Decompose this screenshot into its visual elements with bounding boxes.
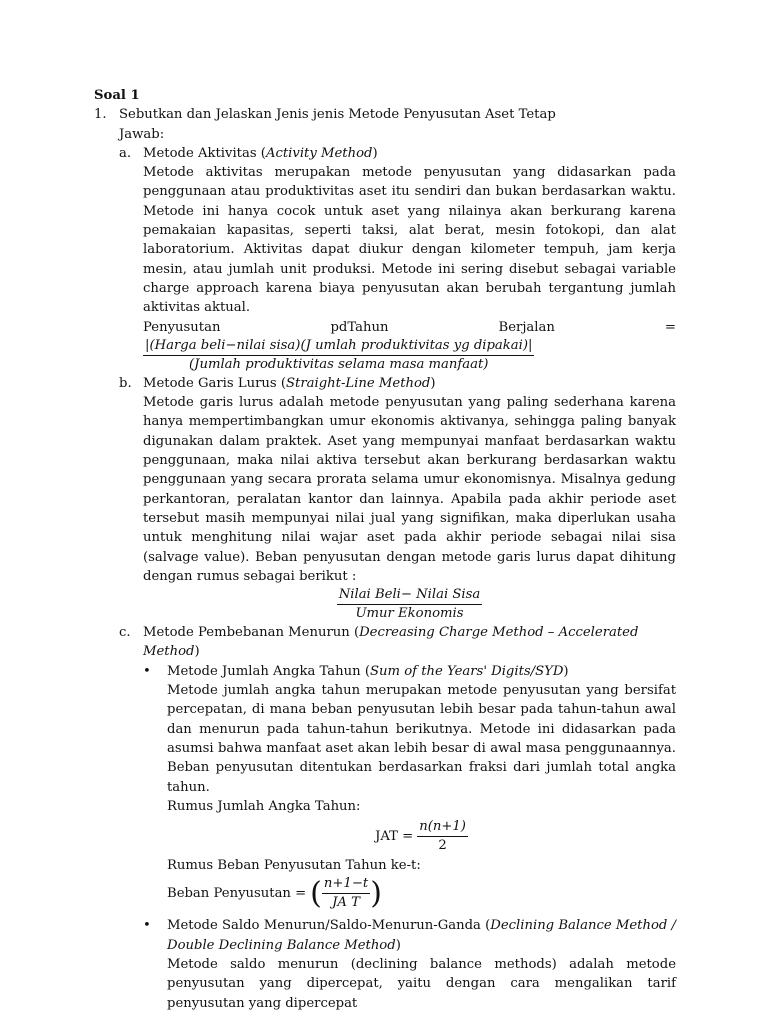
bullet-syd-title-close: ) xyxy=(563,663,569,679)
bullet-syd-body: Metode jumlah angka tahun merupakan metode penyusutan yang bersifat percepatan, di mana beban penyusutan lebih besar pada tahun-tahun awal dan menurun pada tahun-tahun berikutnya. Metode ini didasarkan pada asumsi bahwa manfaat aset akan lebih besar di awal masa penggunaannya. Beban penyusutan ditentukan berdasarkan fraksi dari jumlah total angka tahun. xyxy=(167,683,676,795)
bullet-icon: • xyxy=(143,918,151,934)
formula-straightline-denominator: Umur Ekonomis xyxy=(355,606,464,622)
paren-right: ) xyxy=(370,875,382,911)
item-a-heading xyxy=(119,144,676,163)
formula-activity-numerator: |(Harga beli−nilai sisa)(J umlah produktivitas yg dipakai)| xyxy=(143,337,534,356)
paren-left: ( xyxy=(310,875,322,911)
item-b-formula xyxy=(143,586,676,623)
rumus-jat-label: Rumus Jumlah Angka Tahun: xyxy=(167,798,361,814)
formula-straightline-fraction xyxy=(337,586,483,623)
item-b-heading xyxy=(119,374,676,393)
bullet-syd-title-text: Metode Jumlah Angka Tahun ( xyxy=(167,663,370,679)
answer-label: Jawab: xyxy=(119,126,165,142)
formula-jat-numerator: n(n+1) xyxy=(417,818,468,837)
formula-jat-fraction xyxy=(417,818,468,855)
question-1 xyxy=(94,105,676,124)
item-c-title-italic: Decreasing Charge Method – Accelerated Method xyxy=(143,625,639,660)
question-text: Sebutkan dan Jelaskan Jenis jenis Metode Penyusutan Aset Tetap xyxy=(119,107,556,123)
formula-jat-denominator: 2 xyxy=(438,838,447,854)
formula-beban-label: Beban Penyusutan = xyxy=(167,886,307,902)
bullet-ddb-title-close: ) xyxy=(395,937,401,953)
item-a-formula xyxy=(143,337,676,374)
bullet-ddb-heading xyxy=(143,916,676,955)
item-c-label: c. xyxy=(119,625,131,641)
item-b-label: b. xyxy=(119,375,132,391)
bullet-syd-heading xyxy=(143,662,676,681)
formula-activity-denominator: (Jumlah produktivitas selama masa manfaat) xyxy=(189,356,489,372)
formula-word-2: pdTahun xyxy=(330,319,389,335)
question-number: 1. xyxy=(94,107,107,123)
bullet-icon: • xyxy=(143,663,151,679)
formula-beban-fraction xyxy=(322,875,370,912)
bullet-ddb-title-italic: Declining Balance Method / Double Declining Balance Method xyxy=(167,918,676,953)
formula-jat-label: JAT = xyxy=(375,828,414,844)
item-a-title-italic: Activity Method xyxy=(265,145,373,161)
item-b-title-text: Metode Garis Lurus ( xyxy=(143,375,287,391)
item-a-title xyxy=(143,144,378,163)
item-b-body: Metode garis lurus adalah metode penyusutan yang paling sederhana karena hanya mempertimbangkan umur ekonomis aktivanya, sehingga paling banyak digunakan dalam praktek. Aset yang mempunyai manfaat berdasarkan waktu penggunaan, maka nilai aktiva tersebut akan berkurang berdasarkan waktu penggunaan yang secara prorata selama umur ekonomisnya. Misalnya gedung perkantoran, peralatan kantor dan lainnya. Apabila pada akhir periode aset tersebut masih mempunyai nilai jual yang signifikan, maka diperlukan usaha untuk menghitung nilai wajar aset pada akhir periode sebagai nilai sisa (salvage value). Beban penyusutan dengan metode garis lurus dapat dihitung dengan rumus sebagai berikut : xyxy=(143,395,676,584)
formula-activity-fraction xyxy=(143,337,534,374)
item-a-formula-words xyxy=(143,318,676,337)
item-a-body: Metode aktivitas merupakan metode penyusutan yang didasarkan pada penggunaan atau produktivitas aset itu sendiri dan bukan berdasarkan waktu. Metode ini hanya cocok untuk aset yang nilainya akan berkurang karena pemakaian kapasitas, seperti taksi, alat berat, mesin fotokopi, dan alat laboratorium. Aktivitas dapat diukur dengan kilometer tempuh, jam kerja mesin, atau jumlah unit produksi. Metode ini sering disebut sebagai variable charge approach karena biaya penyusutan akan berubah tergantung jumlah aktivitas aktual. xyxy=(143,165,676,316)
item-a-label: a. xyxy=(119,145,132,161)
formula-jat-row xyxy=(375,818,468,855)
formula-straightline-numerator: Nilai Beli− Nilai Sisa xyxy=(337,586,483,605)
document-page xyxy=(94,86,676,1013)
formula-jat xyxy=(167,818,676,855)
bullet-ddb-title xyxy=(167,916,676,955)
item-b-title-close: ) xyxy=(430,375,436,391)
item-c-title-close: ) xyxy=(194,644,200,660)
item-c-heading xyxy=(119,623,676,662)
formula-word-1: Penyusutan xyxy=(143,319,221,335)
formula-word-3: Berjalan xyxy=(498,319,555,335)
formula-beban-numerator: n+1−t xyxy=(322,875,370,894)
bullet-ddb-body: Metode saldo menurun (declining balance methods) adalah metode penyusutan yang dipercepat, yaitu dengan cara mengalikan tarif penyusutan yang dipercepat xyxy=(167,956,676,1011)
item-c-title-text: Metode Pembebanan Menurun ( xyxy=(143,625,360,641)
item-b-title xyxy=(143,374,436,393)
section-title: Soal 1 xyxy=(94,88,140,103)
formula-equals: = xyxy=(664,319,676,335)
bullet-syd-title-italic: Sum of the Years' Digits/SYD xyxy=(370,663,564,679)
formula-beban xyxy=(167,875,676,912)
item-a-title-close: ) xyxy=(372,145,378,161)
bullet-ddb-title-text: Metode Saldo Menurun/Saldo-Menurun-Ganda ( xyxy=(167,918,491,934)
item-a-title-text: Metode Aktivitas ( xyxy=(143,145,266,161)
bullet-syd-title xyxy=(167,662,569,681)
item-c-title xyxy=(143,623,676,662)
item-b-title-italic: Straight-Line Method xyxy=(286,375,431,391)
formula-beban-denominator: JA T xyxy=(332,895,360,911)
rumus-beban-label: Rumus Beban Penyusutan Tahun ke-t: xyxy=(167,858,421,874)
